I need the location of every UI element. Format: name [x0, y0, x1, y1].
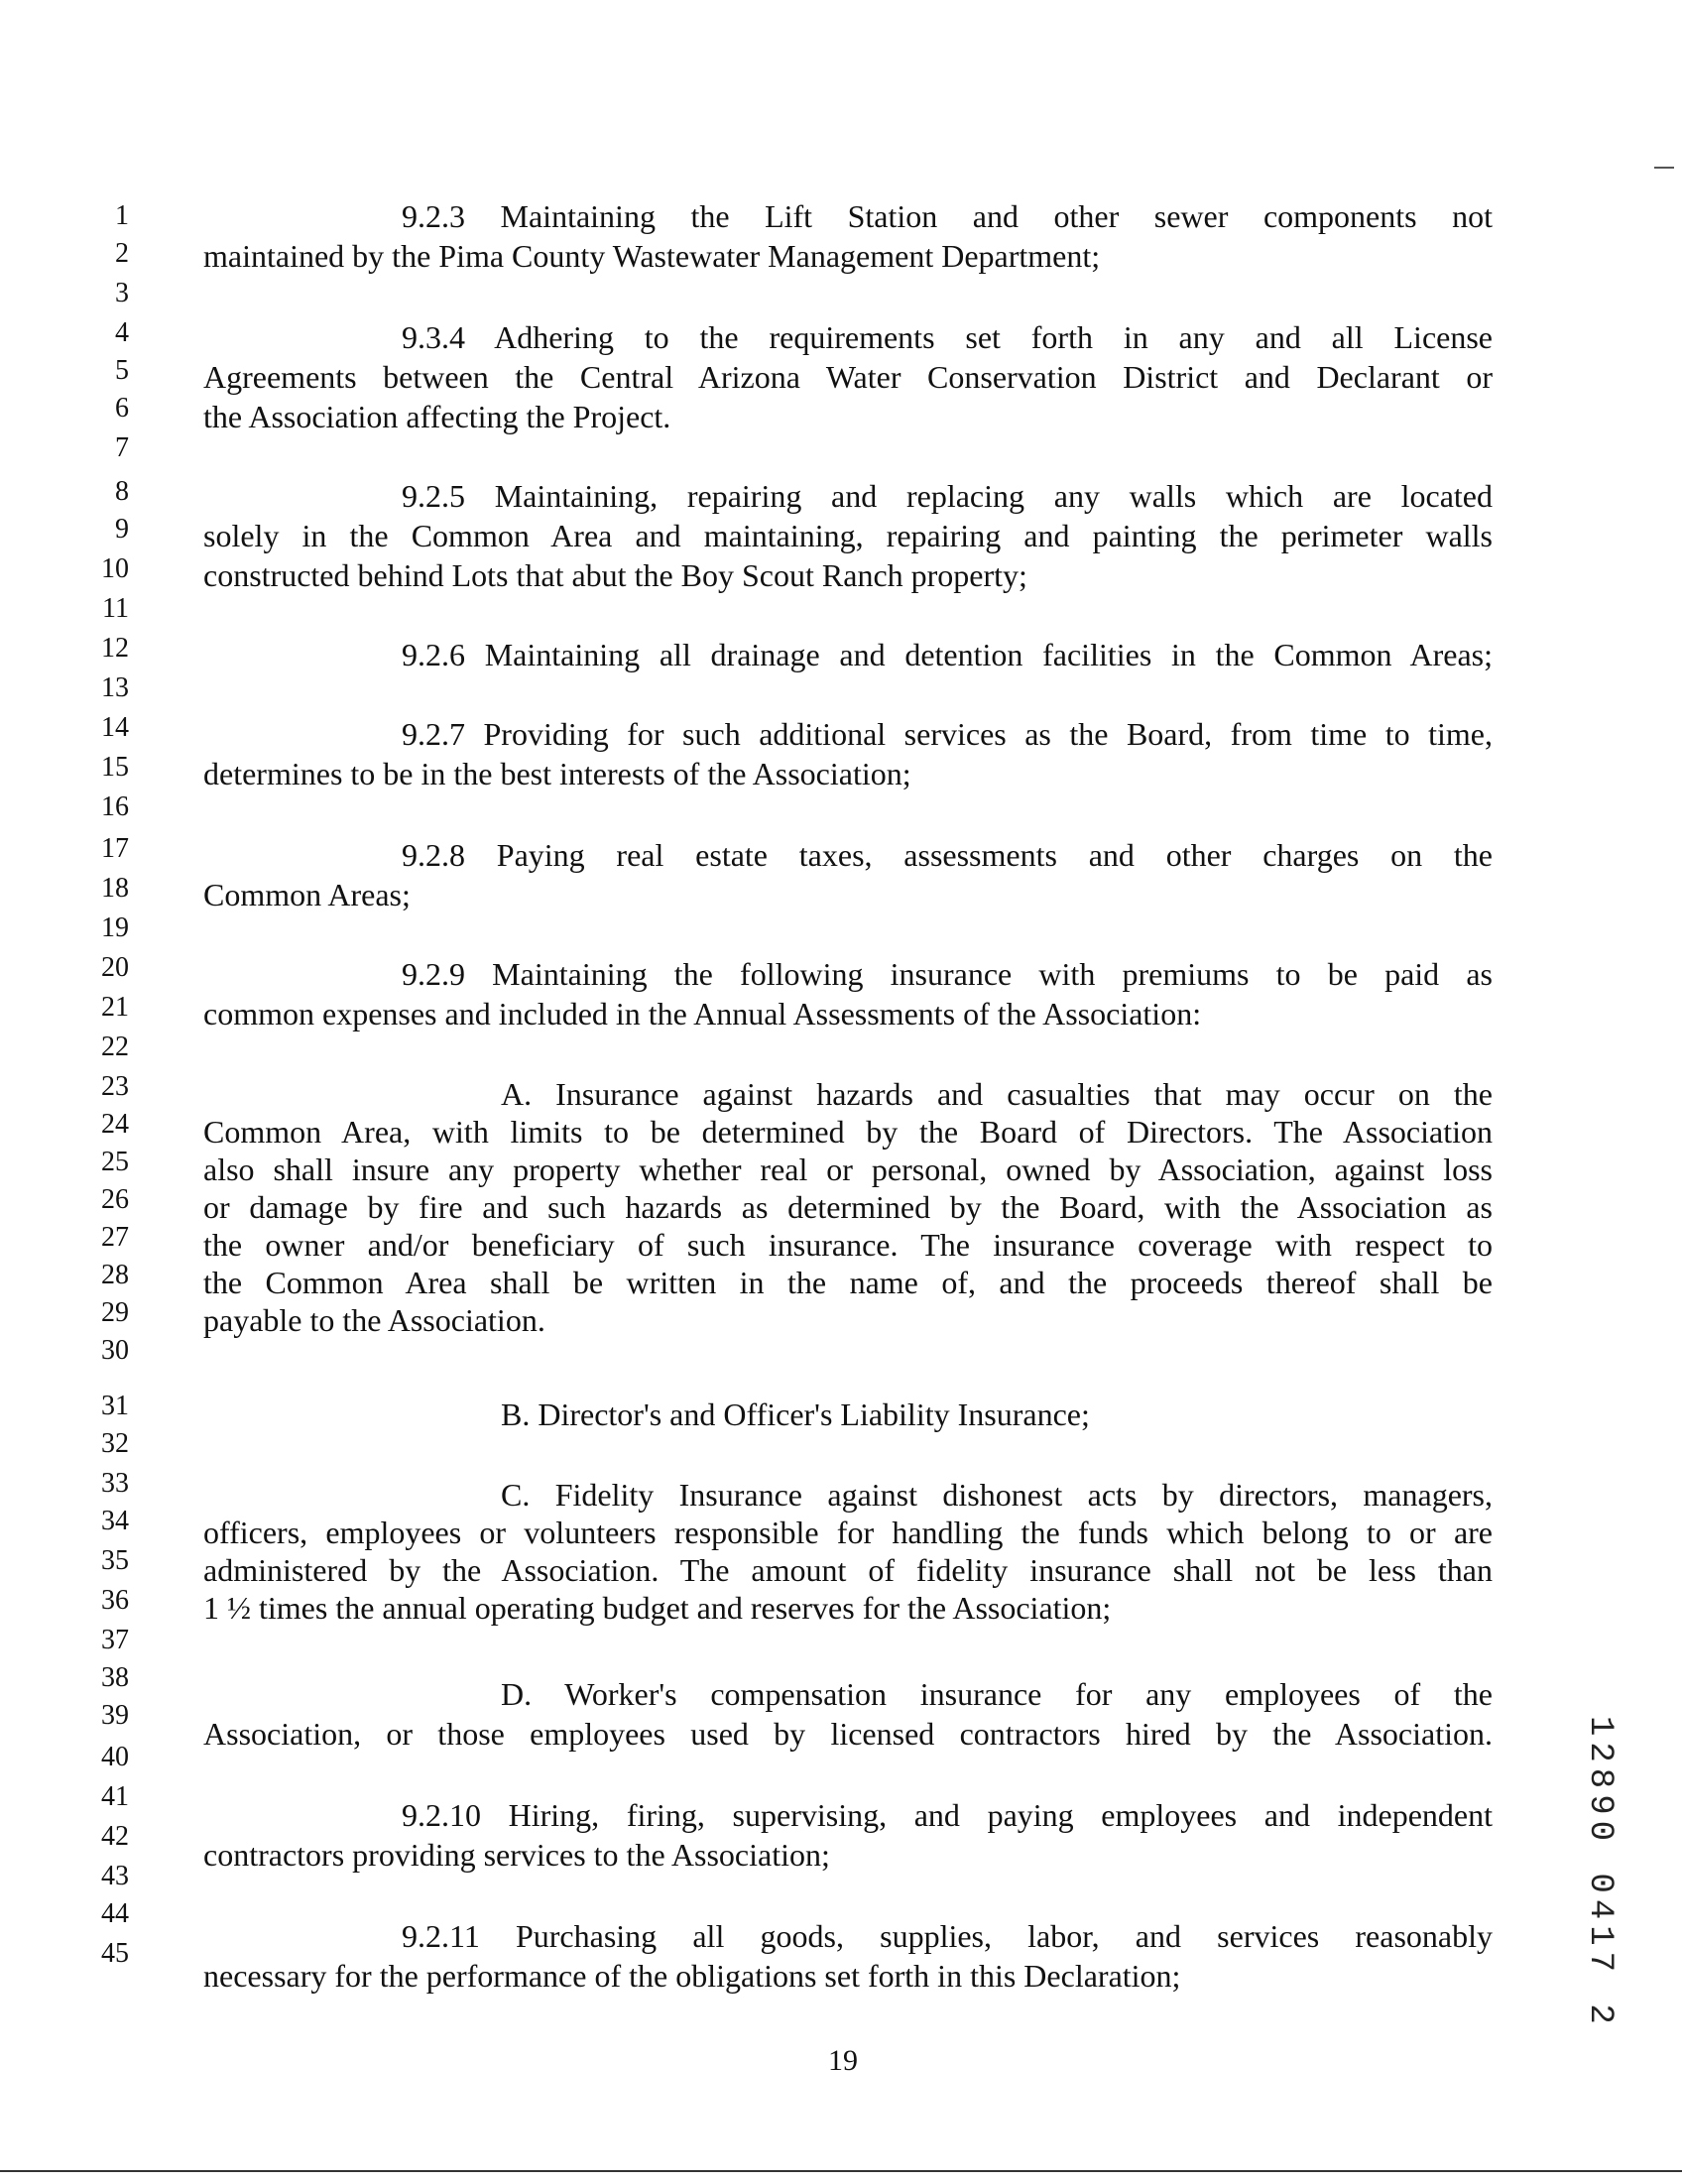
- paragraph-9-2-8: [203, 835, 1493, 914]
- text-line: payable to the Association.: [203, 1302, 545, 1338]
- line-number: 36: [101, 1585, 129, 1616]
- text-line: 9.2.9 Maintaining the following insurance with premiums to be paid as: [402, 956, 1493, 992]
- text-line: contractors providing services to the Association;: [203, 1837, 830, 1873]
- text-line: constructed behind Lots that abut the Boy Scout Ranch property;: [203, 557, 1027, 593]
- line-number: 38: [101, 1662, 129, 1693]
- paragraph-insurance-a: [203, 1075, 1493, 1339]
- recording-stamp-text: 12890 0417 2: [1581, 1716, 1619, 2030]
- text-line: Association, or those employees used by licensed contractors hired by the Association.: [203, 1716, 1493, 1752]
- page-number: 19: [828, 2044, 858, 2077]
- text-line: 9.2.7 Providing for such additional services as the Board, from time to time,: [402, 716, 1493, 752]
- paragraph-insurance-d: [203, 1674, 1493, 1754]
- paragraph-9-2-9: [203, 954, 1493, 1033]
- text-line: the Association affecting the Project.: [203, 399, 671, 434]
- text-line: Agreements between the Central Arizona Water Conservation District and Declarant or: [203, 359, 1493, 395]
- text-line: maintained by the Pima County Wastewater Management Department;: [203, 238, 1101, 274]
- line-number: 20: [101, 952, 129, 983]
- line-number: 41: [101, 1781, 129, 1812]
- text-line: common expenses and included in the Annual Assessments of the Association:: [203, 996, 1202, 1031]
- text-line: 9.2.6 Maintaining all drainage and detention facilities in the Common Areas;: [402, 637, 1493, 672]
- recording-stamp: [1581, 1597, 1622, 2030]
- paragraph-9-3-4: [203, 317, 1493, 436]
- text-line: D. Worker's compensation insurance for any employees of the: [501, 1676, 1493, 1712]
- text-line: Common Area, with limits to be determined by the Board of Directors. The Association: [203, 1114, 1493, 1150]
- line-number: 31: [101, 1391, 129, 1421]
- text-line: 1 ½ times the annual operating budget and reserves for the Association;: [203, 1590, 1112, 1626]
- text-line: or damage by fire and such hazards as determined by the Board, with the Association as: [203, 1189, 1493, 1225]
- line-number: 42: [101, 1821, 129, 1852]
- text-line: also shall insure any property whether real or personal, owned by Association, against loss: [203, 1152, 1493, 1187]
- line-number: 27: [101, 1222, 129, 1253]
- text-line: C. Fidelity Insurance against dishonest acts by directors, managers,: [501, 1477, 1493, 1513]
- paragraph-9-2-10: [203, 1795, 1493, 1875]
- paragraph-9-2-11: [203, 1916, 1493, 1996]
- paragraph-9-2-6: [203, 635, 1493, 674]
- line-number: 1: [115, 200, 129, 231]
- line-number: 29: [101, 1297, 129, 1328]
- text-line: 9.2.3 Maintaining the Lift Station and other sewer components not: [402, 198, 1493, 234]
- line-number: 44: [101, 1898, 129, 1929]
- line-number: 30: [101, 1335, 129, 1366]
- text-line: necessary for the performance of the obligations set forth in this Declaration;: [203, 1958, 1181, 1994]
- line-number: 25: [101, 1147, 129, 1177]
- paragraph-insurance-c: [203, 1476, 1493, 1627]
- line-number: 19: [101, 912, 129, 943]
- line-number: 40: [101, 1742, 129, 1772]
- line-number: 18: [101, 873, 129, 904]
- paragraph-9-2-5: [203, 476, 1493, 595]
- paragraph-9-2-3: [203, 196, 1493, 276]
- text-line: 9.2.5 Maintaining, repairing and replacing any walls which are located: [402, 478, 1493, 514]
- text-line: solely in the Common Area and maintaining, repairing and painting the perimeter walls: [203, 518, 1493, 553]
- line-number: 34: [101, 1506, 129, 1536]
- line-number: 11: [102, 593, 129, 624]
- line-number: 9: [115, 514, 129, 545]
- line-number: 28: [101, 1260, 129, 1290]
- line-number: 24: [101, 1109, 129, 1140]
- bottom-scan-edge: [0, 2170, 1682, 2172]
- paragraph-insurance-b: [203, 1395, 1493, 1434]
- line-number: 8: [115, 476, 129, 507]
- line-number: 43: [101, 1861, 129, 1891]
- line-number: 17: [101, 833, 129, 864]
- line-number: 3: [115, 278, 129, 308]
- text-line: B. Director's and Officer's Liability Insurance;: [501, 1396, 1090, 1432]
- line-number: 6: [115, 393, 129, 424]
- line-number: 7: [115, 432, 129, 463]
- line-number: 37: [101, 1625, 129, 1655]
- text-line: 9.2.10 Hiring, firing, supervising, and paying employees and independent: [402, 1797, 1493, 1833]
- line-number: 15: [101, 752, 129, 783]
- line-number: 39: [101, 1700, 129, 1731]
- text-line: the Common Area shall be written in the name of, and the proceeds thereof shall be: [203, 1265, 1493, 1300]
- line-number: 14: [101, 712, 129, 743]
- line-number: 21: [101, 992, 129, 1023]
- text-line: officers, employees or volunteers responsible for handling the funds which belong to or are: [203, 1515, 1493, 1550]
- text-line: 9.2.8 Paying real estate taxes, assessments and other charges on the: [402, 837, 1493, 873]
- line-number: 22: [101, 1031, 129, 1062]
- line-number: 32: [101, 1428, 129, 1459]
- line-number: 45: [101, 1938, 129, 1969]
- scan-mark: [1654, 167, 1674, 169]
- text-line: A. Insurance against hazards and casualties that may occur on the: [501, 1076, 1493, 1112]
- text-line: 9.2.11 Purchasing all goods, supplies, labor, and services reasonably: [402, 1918, 1493, 1954]
- text-line: 9.3.4 Adhering to the requirements set forth in any and all License: [402, 319, 1493, 355]
- text-line: administered by the Association. The amount of fidelity insurance shall not be less than: [203, 1552, 1493, 1588]
- paragraph-9-2-7: [203, 714, 1493, 793]
- text-line: Common Areas;: [203, 877, 411, 912]
- line-number: 23: [101, 1071, 129, 1102]
- line-number: 16: [101, 791, 129, 822]
- line-number: 13: [101, 672, 129, 703]
- line-number: 35: [101, 1545, 129, 1576]
- line-number: 10: [101, 553, 129, 584]
- line-number: 2: [115, 238, 129, 269]
- line-number: 12: [101, 633, 129, 664]
- line-number: 33: [101, 1468, 129, 1499]
- line-number: 4: [115, 317, 129, 348]
- text-line: determines to be in the best interests of the Association;: [203, 756, 911, 791]
- line-number: 5: [115, 355, 129, 386]
- line-number: 26: [101, 1184, 129, 1215]
- text-line: the owner and/or beneficiary of such insurance. The insurance coverage with respect to: [203, 1227, 1493, 1263]
